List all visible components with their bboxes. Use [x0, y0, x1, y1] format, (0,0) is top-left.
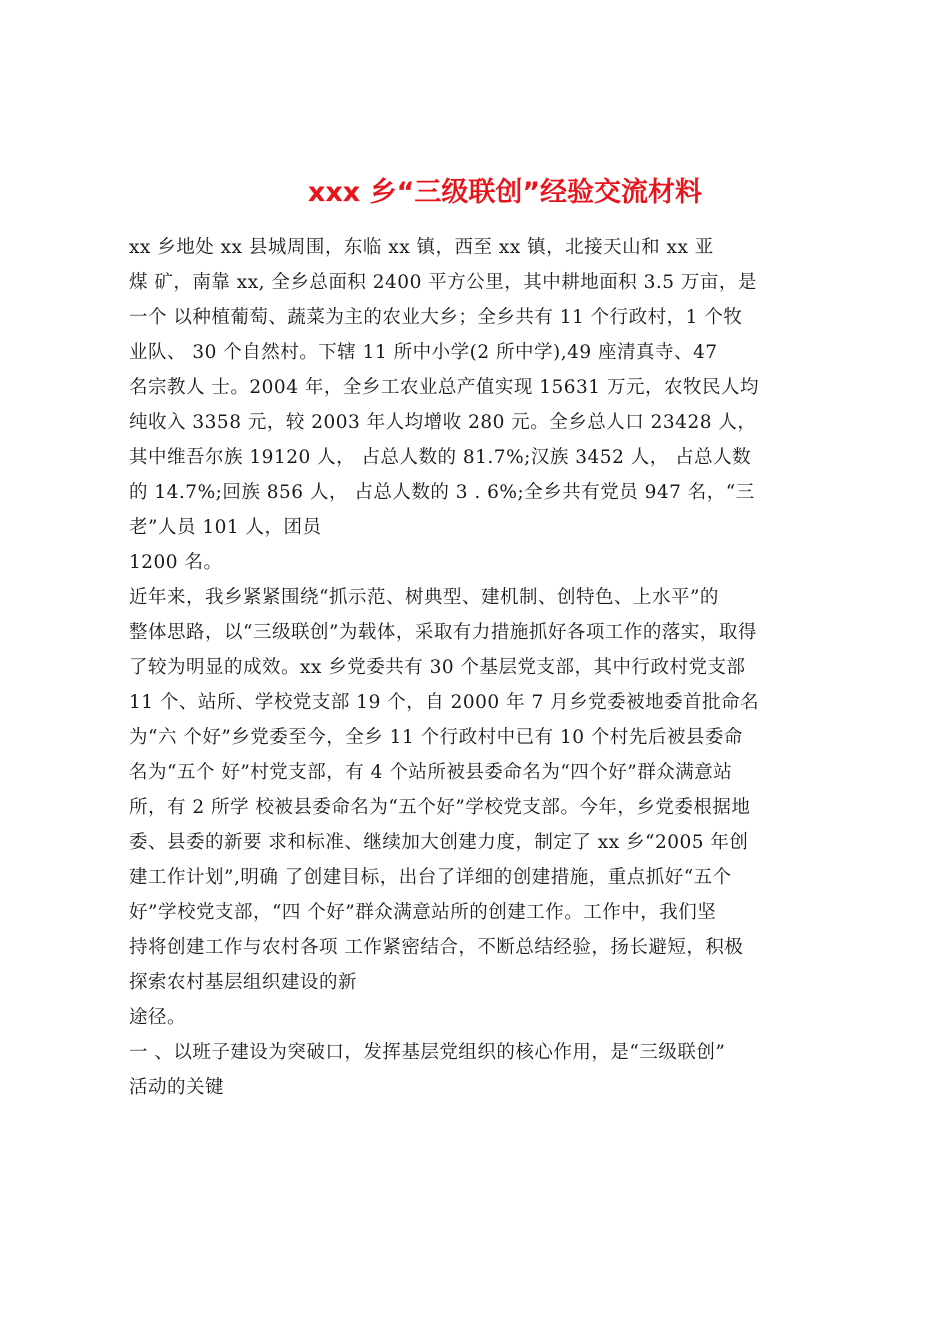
body-line: 11 个、站所、学校党支部 19 个，自 2000 年 7 月乡党委被地委首批命名 — [129, 692, 760, 713]
body-line: 1200 名。 — [129, 552, 223, 573]
body-line: 煤 矿，南靠 xx, 全乡总面积 2400 平方公里，其中耕地面积 3.5 万亩，是 — [129, 272, 757, 293]
body-line: 途径。 — [129, 1007, 187, 1028]
body-line: 持将创建工作与农村各项 工作紧密结合，不断总结经验，扬长避短，积极 — [129, 937, 744, 958]
body-line: 委、县委的新要 求和标准、继续加大创建力度，制定了 xx 乡“2005 年创 — [129, 832, 749, 853]
section-heading-line: 一 、以班子建设为突破口，发挥基层党组织的核心作用，是“三级联创” — [129, 1042, 726, 1063]
body-line: 好”学校党支部，“四 个好”群众满意站所的创建工作。工作中，我们坚 — [129, 902, 717, 923]
body-line: 的 14.7%;回族 856 人， 占总人数的 3 . 6%;全乡共有党员 947 名，“三 — [129, 482, 755, 503]
body-line: 老”人员 101 人，团员 — [129, 517, 322, 538]
body-line: 建工作计划”,明确 了创建目标，出台了详细的创建措施，重点抓好“五个 — [129, 867, 732, 888]
body-line: 探索农村基层组织建设的新 — [129, 972, 358, 993]
body-line: 所，有 2 所学 校被县委命名为“五个好”学校党支部。今年，乡党委根据地 — [129, 797, 751, 818]
body-line: 近年来，我乡紧紧围绕“抓示范、树典型、建机制、创特色、上水平”的 — [129, 587, 719, 608]
body-line: 一个 以种植葡萄、蔬菜为主的农业大乡；全乡共有 11 个行政村，1 个牧 — [129, 307, 743, 328]
section-heading-line: 活动的关键 — [129, 1077, 225, 1098]
body-line: xx 乡地处 xx 县城周围，东临 xx 镇，西至 xx 镇，北接天山和 xx 亚 — [129, 237, 714, 258]
body-line: 为“六 个好”乡党委至今，全乡 11 个行政村中已有 10 个村先后被县委命 — [129, 727, 743, 748]
body-line: 纯收入 3358 元，较 2003 年人均增收 280 元。全乡总人口 23428 人， — [129, 412, 757, 433]
body-line: 整体思路，以“三级联创”为载体，采取有力措施抓好各项工作的落实，取得 — [129, 622, 757, 643]
body-line: 名宗教人 士。2004 年，全乡工农业总产值实现 15631 万元，农牧民人均 — [129, 377, 759, 398]
document-title: xxx 乡“三级联创”经验交流材料 — [307, 177, 703, 208]
body-line: 业队、 30 个自然村。下辖 11 所中小学(2 所中学),49 座清真寺、47 — [129, 342, 718, 363]
body-line: 名为“五个 好”村党支部，有 4 个站所被县委命名为“四个好”群众满意站 — [129, 762, 733, 783]
body-line: 其中维吾尔族 19120 人， 占总人数的 81.7%;汉族 3452 人， 占总人数 — [129, 447, 752, 468]
body-line: 了较为明显的成效。xx 乡党委共有 30 个基层党支部，其中行政村党支部 — [129, 657, 746, 678]
